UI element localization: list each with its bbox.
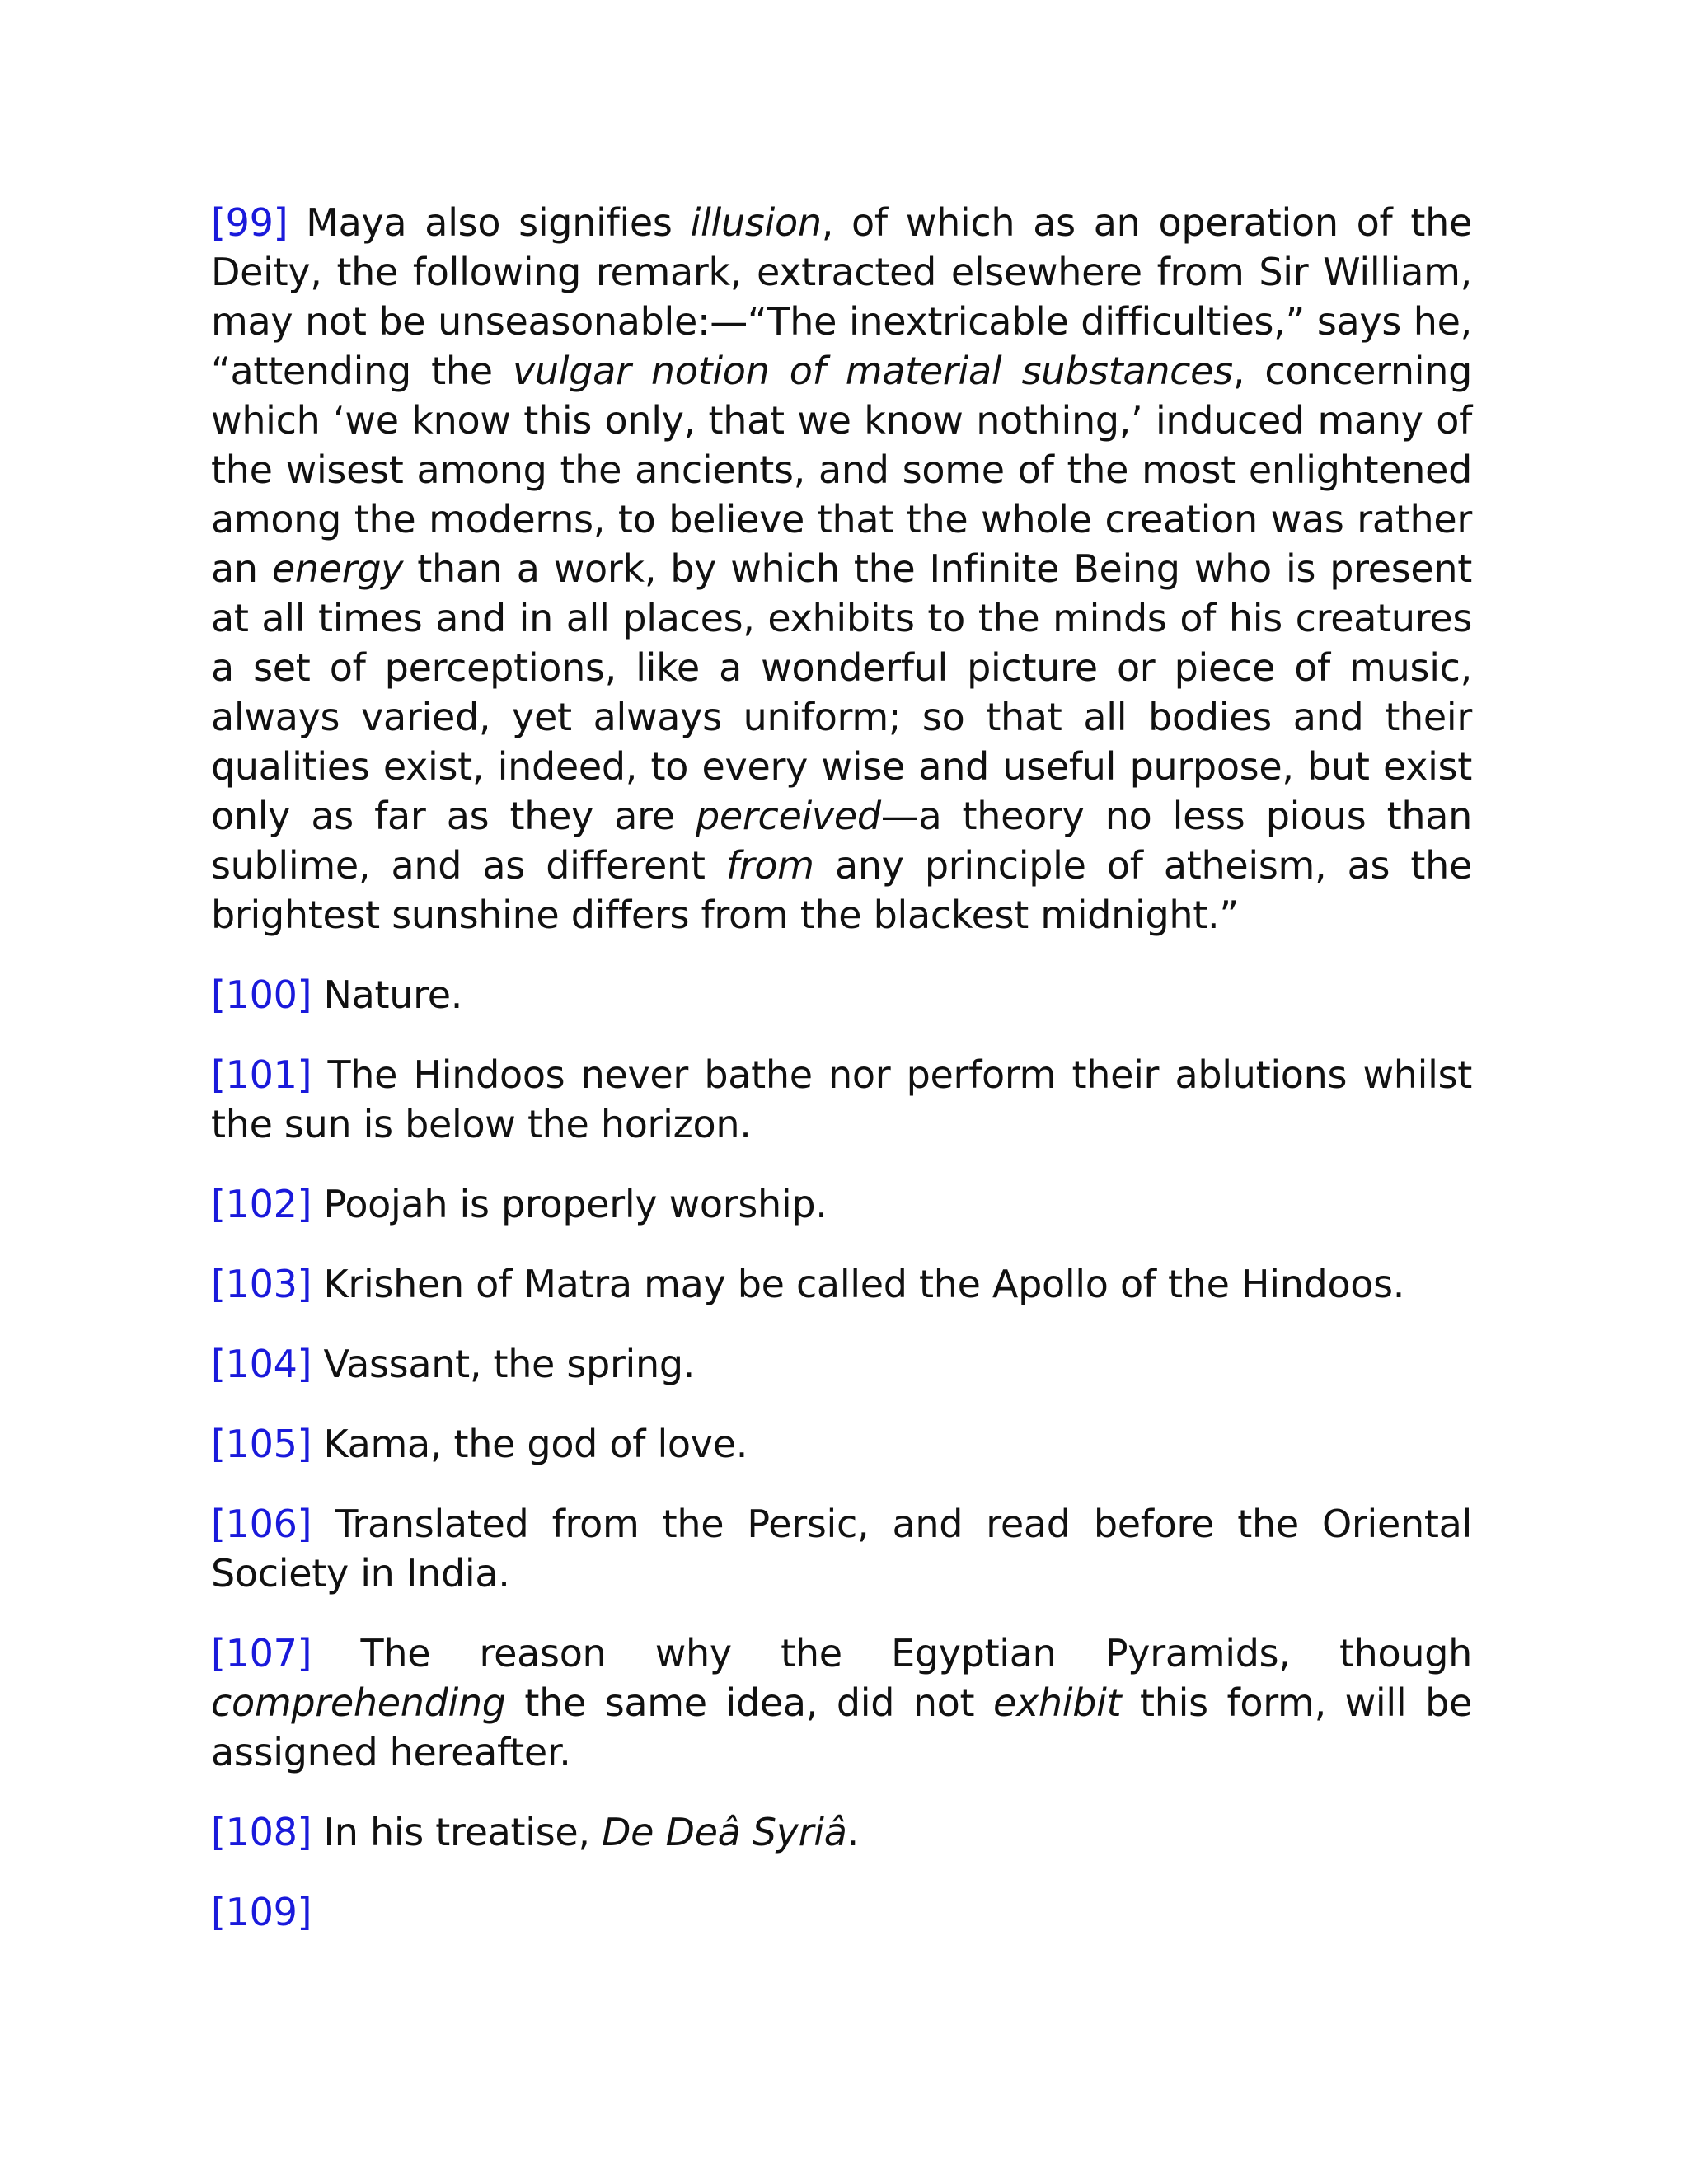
- footnote-text: The reason why the Egyptian Pyramids, though: [312, 1631, 1472, 1675]
- footnote: [211, 1887, 1472, 1937]
- italic-text: exhibit: [992, 1680, 1122, 1725]
- footnote-ref-link[interactable]: [100]: [211, 972, 312, 1017]
- italic-text: from: [725, 843, 814, 888]
- italic-text: vulgar notion of material substances: [512, 349, 1233, 393]
- footnote: [211, 198, 1472, 940]
- footnote-text: Vassant, the spring.: [312, 1342, 696, 1386]
- footnote: [211, 970, 1472, 1019]
- footnote-text: , concerning which ‘we know this only, that we know nothing,’ induced many of the wisest among the ancients, and some of the most enlightened among the moderns, to believe that the whole creation was rather an: [211, 349, 1472, 591]
- footnote-text: .: [846, 1810, 859, 1854]
- footnote-text: the same idea, did not: [505, 1680, 993, 1725]
- footnote-ref-link[interactable]: [108]: [211, 1810, 312, 1854]
- footnote-text: Krishen of Matra may be called the Apollo of the Hindoos.: [312, 1262, 1405, 1306]
- footnote-ref-link[interactable]: [102]: [211, 1182, 312, 1226]
- footnote-text: than a work, by which the Infinite Being who is present at all times and in all places, exhibits to the minds of his creatures a set of perceptions, like a wonderful picture or piece of music, always varied, yet always uniform; so that all bodies and their qualities exist, indeed, to every wise and useful purpose, but exist only as far as they are: [211, 546, 1472, 838]
- footnote-ref-link[interactable]: [107]: [211, 1631, 312, 1675]
- footnote-text: The Hindoos never bathe nor perform their ablutions whilst the sun is below the horizon.: [211, 1052, 1472, 1146]
- footnote-ref-link[interactable]: [109]: [211, 1890, 312, 1934]
- italic-text: perceived: [695, 794, 881, 838]
- footnotes-list: [211, 198, 1472, 1937]
- footnote-text: any principle of atheism, as the brightest sunshine differs from the blackest midnight.”: [211, 843, 1472, 937]
- footnotes-page: [211, 198, 1472, 1967]
- italic-text: De Deâ Syriâ: [602, 1810, 847, 1854]
- footnote-ref-link[interactable]: [104]: [211, 1342, 312, 1386]
- footnote-ref-link[interactable]: [101]: [211, 1052, 312, 1097]
- italic-text: illusion: [690, 200, 822, 245]
- footnote-ref-link[interactable]: [99]: [211, 200, 288, 245]
- footnote-text: Nature.: [312, 972, 463, 1017]
- footnote-text: —a theory no less pious than sublime, and as different: [211, 794, 1472, 888]
- footnote-text: Translated from the Persic, and read before the Oriental Society in India.: [211, 1502, 1472, 1596]
- footnote-text: Kama, the god of love.: [312, 1422, 748, 1466]
- footnote-ref-link[interactable]: [106]: [211, 1502, 312, 1546]
- italic-text: energy: [271, 546, 404, 591]
- footnote-text: Maya also signifies: [288, 200, 691, 245]
- footnote: [211, 1419, 1472, 1469]
- footnote: [211, 1050, 1472, 1149]
- footnote: [211, 1339, 1472, 1389]
- footnote-text: this form, will be assigned hereafter.: [211, 1680, 1472, 1774]
- footnote-text: Poojah is properly worship.: [312, 1182, 828, 1226]
- footnote: [211, 1807, 1472, 1857]
- footnote-ref-link[interactable]: [103]: [211, 1262, 312, 1306]
- footnote-text: In his treatise,: [312, 1810, 603, 1854]
- footnote: [211, 1179, 1472, 1229]
- footnote-ref-link[interactable]: [105]: [211, 1422, 312, 1466]
- italic-text: comprehending: [211, 1680, 506, 1725]
- footnote: [211, 1259, 1472, 1309]
- footnote: [211, 1499, 1472, 1598]
- footnote: [211, 1629, 1472, 1777]
- footnote-text: , of which as an operation of the Deity, the following remark, extracted elsewhere from Sir William, may not be unseasonable:—“The inextricable difficulties,” says he, “attending the: [211, 200, 1472, 393]
